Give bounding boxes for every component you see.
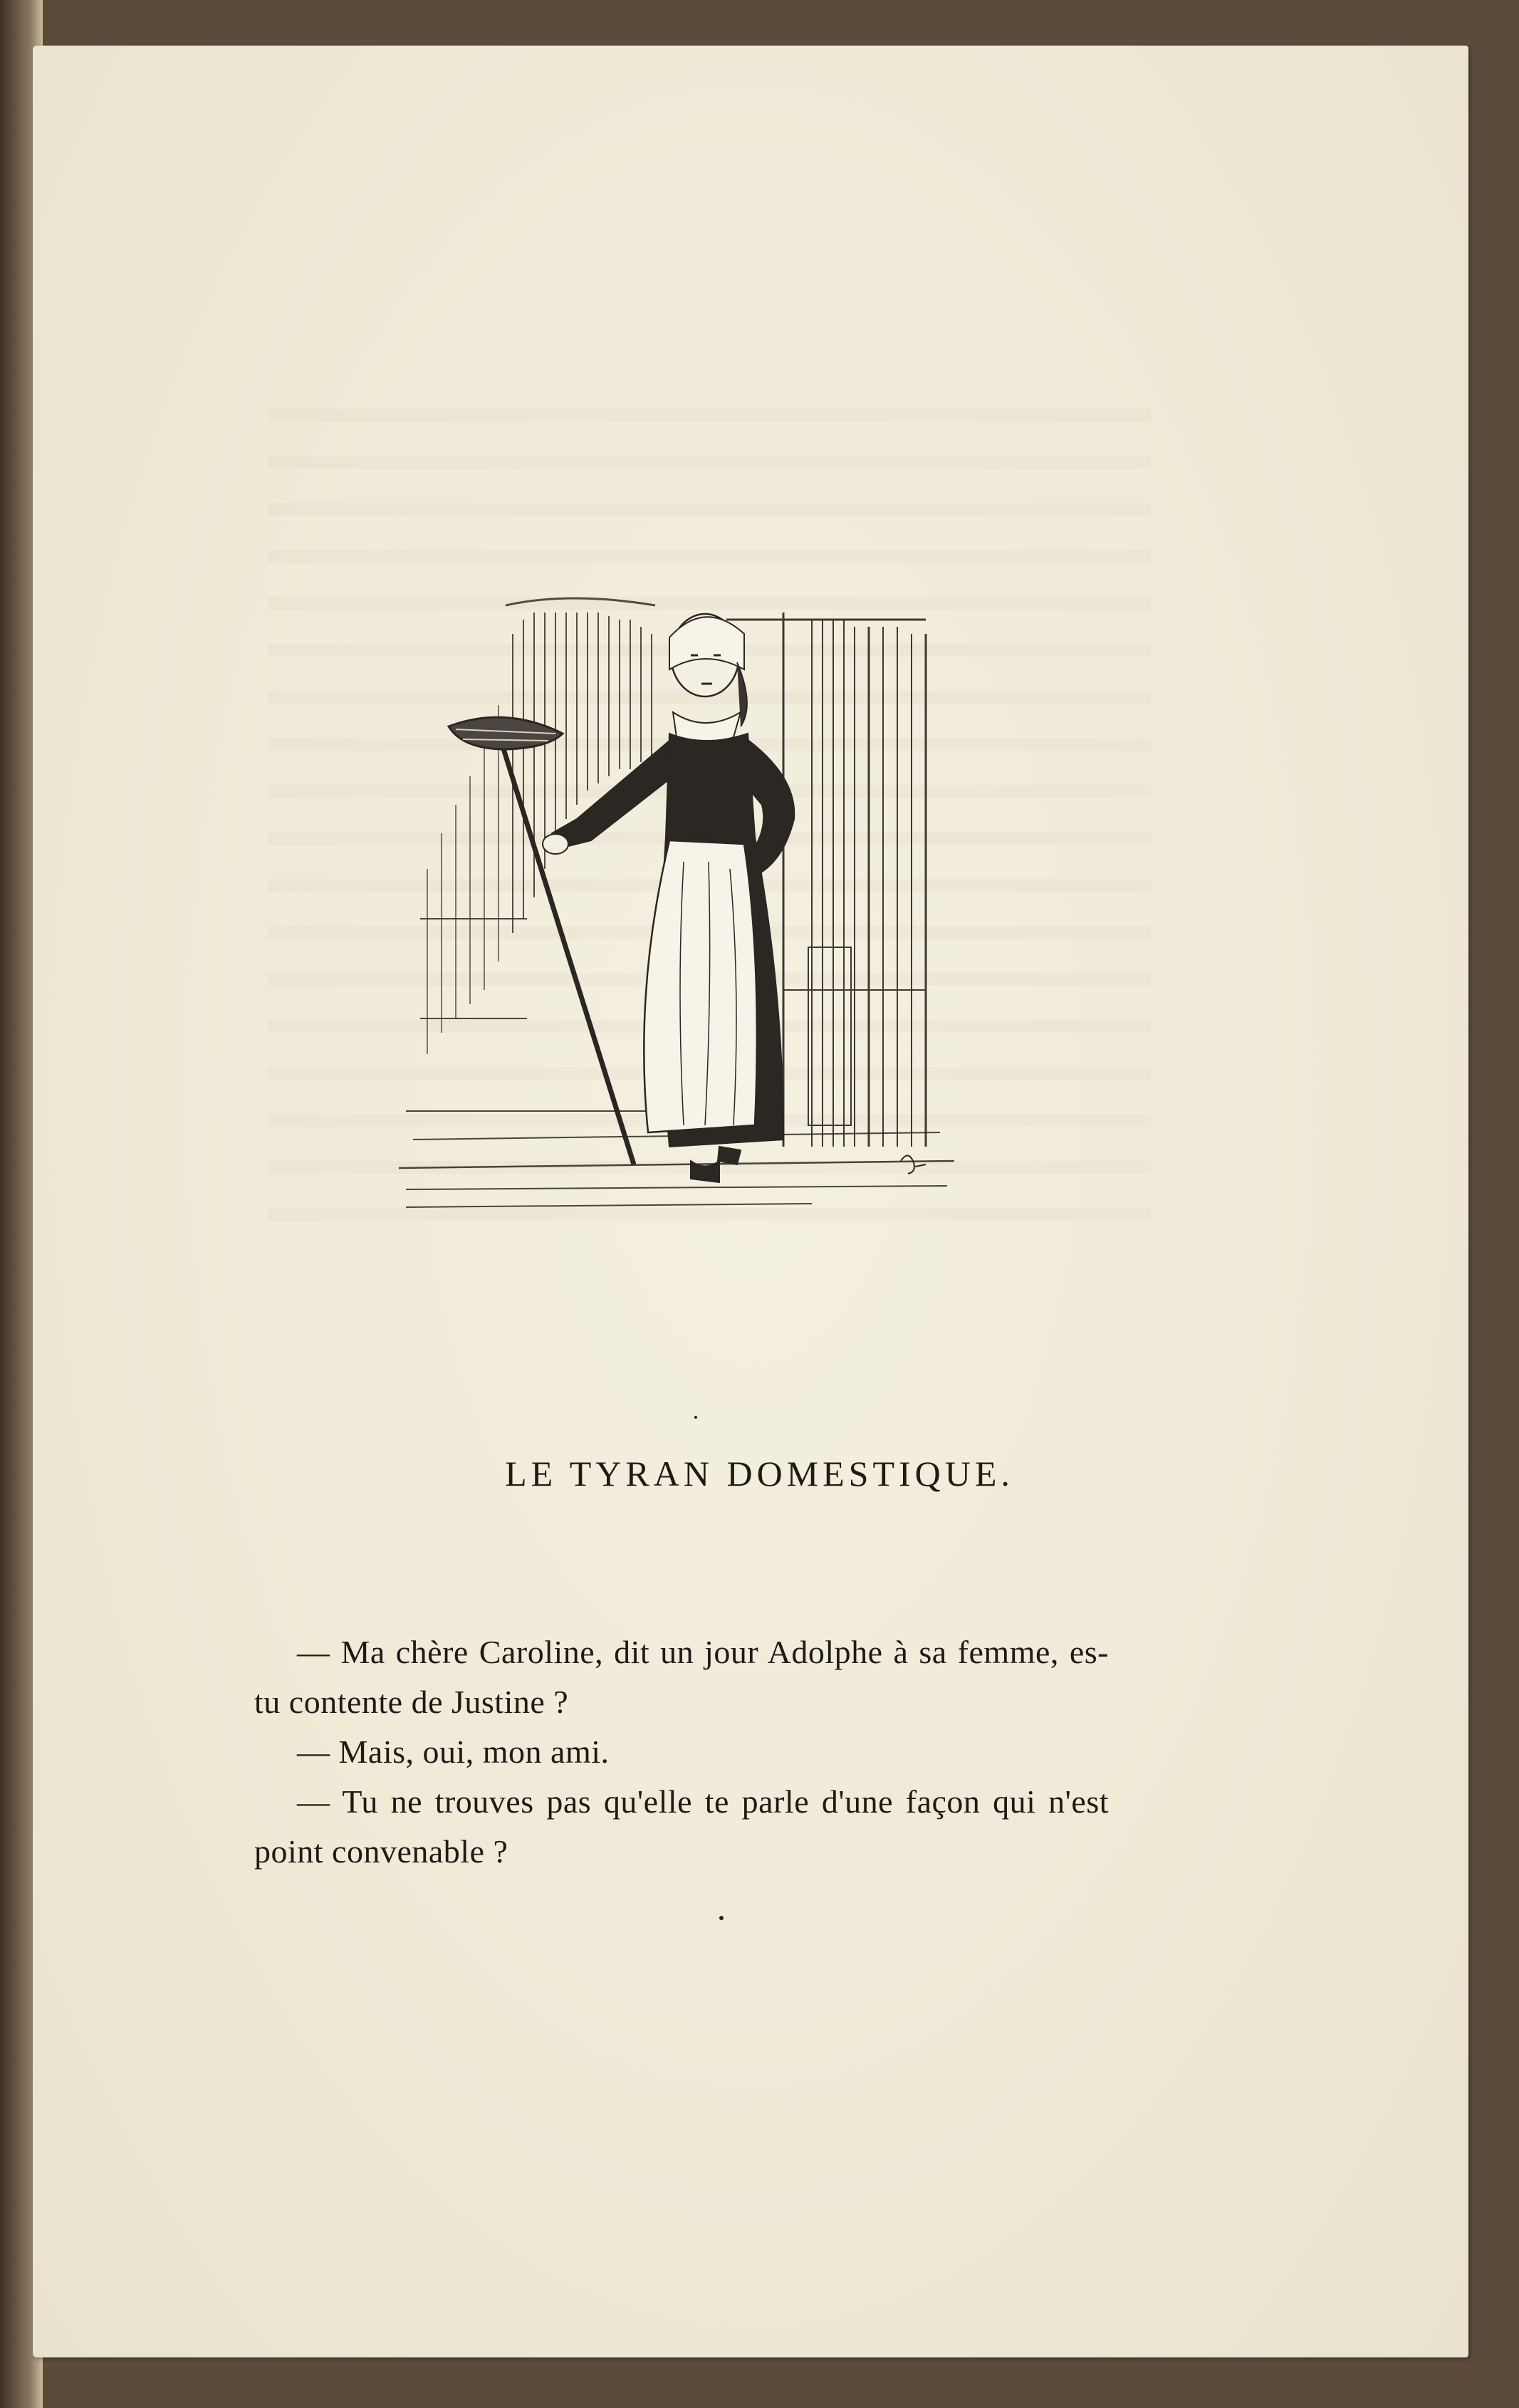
body-text <box>254 1627 1109 1877</box>
paragraph-3: — Tu ne trouves pas qu'elle te parle d'une façon qui n'est point convenable ? <box>254 1783 1109 1870</box>
maid-illustration <box>385 563 969 1268</box>
window-curtain-hatching <box>427 598 655 1054</box>
broom <box>449 717 634 1164</box>
artist-monogram <box>901 1156 926 1174</box>
paragraph-2: — Mais, oui, mon ami. <box>297 1734 610 1770</box>
ornament-dot-bottom <box>719 1916 724 1920</box>
maid-figure <box>543 614 794 1182</box>
chapter-title: LE TYRAN DOMESTIQUE. <box>505 1454 1014 1494</box>
ornament-dot-top <box>694 1416 697 1419</box>
paragraph-1: — Ma chère Caroline, dit un jour Adolphe à sa femme, es-tu contente de Justine ? <box>254 1634 1109 1720</box>
